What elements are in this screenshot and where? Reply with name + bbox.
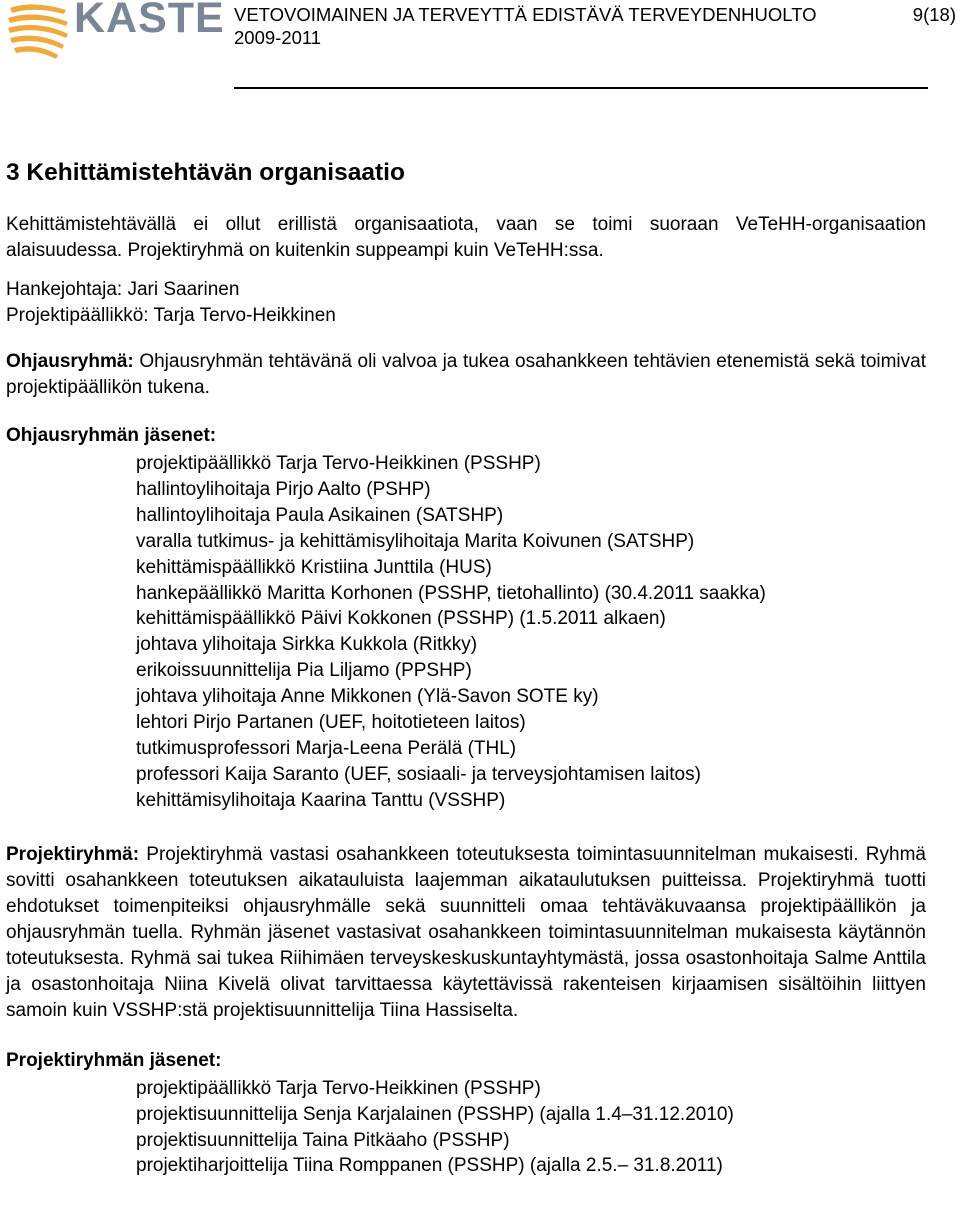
project-group-text: Projektiryhmä vastasi osahankkeen toteutuksesta toimintasuunnitelman mukaisesti. Ryhmä sovitti osahankkeen toteutuksen aikatauluista laajemman aikataulutuksen puitteissa. Projektiryhmä tuotti ehdotukset toimenpiteiksi ohjausryhmälle sekä suunnitteli omaa tehtäväkuvaansa projektipäällikön ja ohjausryhmän tuella. Ryhmän jäsenet vastasivat osahankkeen toimintasuunnitelman mukaisesta käytännön toteutuksesta. Ryhmä sai tukea Riihimäen terveyskeskuskuntayhtymästä, jossa osastonhoitaja Salme Anttila ja osastonhoitaja Niina Kivelä olivat tarvittaessa käytettävissä rakenteisen kirjaamisen sisältöihin liittyen samoin kuin VSSHP:stä projektisuunnittelija Tiina Hassiselta. xyxy=(6,843,926,1021)
steering-members-label: Ohjausryhmän jäsenet: xyxy=(6,425,217,446)
project-members-list xyxy=(6,1076,926,1180)
list-item: hankepäällikkö Maritta Korhonen (PSSHP, tietohallinto) (30.4.2011 saakka) xyxy=(136,582,766,604)
list-item: johtava ylihoitaja Anne Mikkonen (Ylä-Savon SOTE ky) xyxy=(136,686,599,708)
steering-members-list xyxy=(6,451,926,814)
kaste-emblem-icon xyxy=(6,0,72,62)
section-heading: 3 Kehittämistehtävän organisaatio xyxy=(6,159,405,186)
list-item: hallintoylihoitaja Pirjo Aalto (PSHP) xyxy=(136,478,431,500)
list-item: kehittämisylihoitaja Kaarina Tanttu (VSSHP) xyxy=(136,789,506,811)
list-item: kehittämispäällikkö Kristiina Junttila (HUS) xyxy=(136,556,492,578)
page-number: 9(18) xyxy=(912,4,956,25)
steering-group-text: Ohjausryhmän tehtävänä oli valvoa ja tukea osahankkeen tehtävien etenemistä sekä toimivat projektipäällikön tukena. xyxy=(6,351,926,398)
list-item: projektisuunnittelija Taina Pitkäaho (PSSHP) xyxy=(136,1129,510,1151)
header-years: 2009-2011 xyxy=(234,27,322,48)
list-item: professori Kaija Saranto (UEF, sosiaali- ja terveysjohtamisen laitos) xyxy=(136,763,701,785)
steering-group-label: Ohjausryhmä: xyxy=(6,351,134,372)
list-item: tutkimusprofessori Marja-Leena Perälä (THL) xyxy=(136,737,517,759)
project-group-paragraph xyxy=(6,842,926,1024)
list-item: hallintoylihoitaja Paula Asikainen (SATSHP) xyxy=(136,504,504,526)
list-item: lehtori Pirjo Partanen (UEF, hoitotieteen laitos) xyxy=(136,712,526,734)
logo-text: KASTE xyxy=(74,0,225,42)
document-body xyxy=(6,156,926,1179)
list-item: projektisuunnittelija Senja Karjalainen (PSSHP) (ajalla 1.4–31.12.2010) xyxy=(136,1103,734,1125)
page-header xyxy=(0,0,960,92)
project-group-label: Projektiryhmä: xyxy=(6,843,140,865)
project-manager: Projektipäällikkö: Tarja Tervo-Heikkinen xyxy=(6,305,336,326)
project-leader: Hankejohtaja: Jari Saarinen xyxy=(6,279,240,300)
steering-group-paragraph xyxy=(6,349,926,401)
list-item: projektiharjoittelija Tiina Romppanen (PSSHP) (ajalla 2.5.– 31.8.2011) xyxy=(136,1155,723,1177)
intro-paragraph: Kehittämistehtävällä ei ollut erillistä organisaatiota, vaan se toimi suoraan VeTeHH-organisaation alaisuudessa. Projektiryhmä on kuitenkin suppeampi kuin VeTeHH:ssa. xyxy=(6,214,926,261)
list-item: varalla tutkimus- ja kehittämisylihoitaja Marita Koivunen (SATSHP) xyxy=(136,530,695,552)
header-title: VETOVOIMAINEN JA TERVEYTTÄ EDISTÄVÄ TERVEYDENHUOLTO xyxy=(234,4,817,25)
list-item: projektipäällikkö Tarja Tervo-Heikkinen (PSSHP) xyxy=(136,1077,541,1099)
header-divider xyxy=(234,87,928,89)
list-item: projektipäällikkö Tarja Tervo-Heikkinen (PSSHP) xyxy=(136,453,541,474)
kaste-logo xyxy=(6,0,225,62)
project-members-label: Projektiryhmän jäsenet: xyxy=(6,1049,222,1071)
list-item: johtava ylihoitaja Sirkka Kukkola (Ritkky) xyxy=(136,634,478,656)
list-item: erikoissuunnittelija Pia Liljamo (PPSHP) xyxy=(136,660,472,682)
list-item: kehittämispäällikkö Päivi Kokkonen (PSSHP) (1.5.2011 alkaen) xyxy=(136,608,666,630)
